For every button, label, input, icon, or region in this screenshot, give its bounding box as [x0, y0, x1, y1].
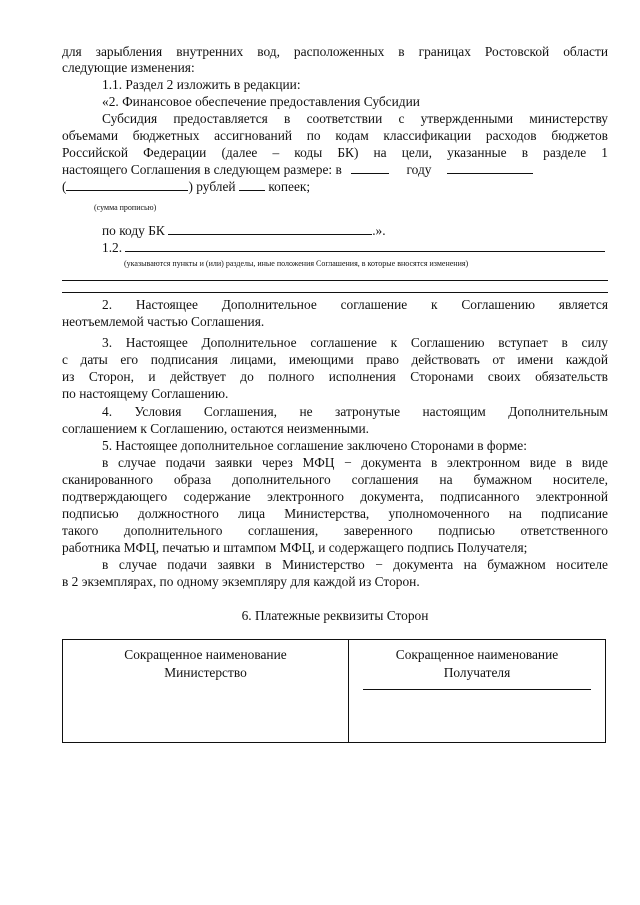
paragraph-3-line: по настоящему Соглашению. — [62, 386, 229, 401]
text-fragment: ) рублей — [188, 179, 236, 194]
paragraph-4-line: 4. Условия Соглашения, не затронутые настоящим Дополнительным — [102, 404, 608, 419]
mfc-case-line: подписью должностного лица Министерства, уполномоченного на подписание — [62, 506, 608, 521]
ministry-cell — [63, 640, 349, 743]
text-line: 1.1. Раздел 2 изложить в редакции: — [102, 77, 301, 92]
mfc-case-line: работника МФЦ, печатью и штампом МФЦ, и содержащего подпись Получателя; — [62, 540, 528, 555]
mfc-case-line: подтверждающего содержание электронного документа, подписанного электронной — [62, 489, 608, 504]
recipient-cell — [349, 640, 606, 743]
text-fragment: копеек; — [268, 179, 311, 194]
text-fragment: 1.2. — [102, 240, 123, 255]
paragraph-3-line: с даты его подписания лицами, имеющими право действовать от имени каждой — [62, 352, 608, 367]
section-heading-quote: «2. Финансовое обеспечение предоставления Субсидии — [102, 94, 420, 109]
cell-label: Министерство — [164, 665, 247, 680]
kopecks-blank — [239, 179, 265, 191]
recipient-name-blank — [363, 688, 591, 690]
text-line: Субсидия предоставляется в соответствии с утвержденными министерству — [102, 111, 608, 126]
bk-code-line — [62, 223, 608, 239]
paragraph-2-line: 2. Настоящее Дополнительное соглашение к Соглашению является — [102, 297, 608, 312]
blank-line — [62, 280, 608, 281]
text-fragment: настоящего Соглашения в следующем размере: в — [62, 162, 342, 177]
ministry-case-line: в 2 экземплярах, по одному экземпляру для каждой из Сторон. — [62, 574, 420, 589]
text-fragment: .». — [372, 223, 386, 238]
text-line: объемами бюджетных ассигнований по кодам классификации расходов бюджетов — [62, 128, 608, 143]
mfc-case-line: в случае подачи заявки через МФЦ − документа в электронном виде в виде — [102, 455, 608, 470]
paragraph-5-line: 5. Настоящее дополнительное соглашение заключено Сторонами в форме: — [102, 438, 527, 453]
rubles-line — [62, 179, 608, 195]
section-title: 6. Платежные реквизиты Сторон — [241, 608, 429, 623]
paragraph-3-line: из Сторон, и действует до полного исполнения Сторонами своих обязательств — [62, 369, 608, 384]
blank-line — [62, 292, 608, 293]
cell-label: Сокращенное наименование — [124, 647, 287, 662]
amount-line — [62, 162, 608, 178]
text-fragment: ( — [62, 179, 67, 194]
hint-changes: (указываются пункты и (или) разделы, иные положения Соглашения, в которые вносятся изменения) — [124, 259, 469, 268]
mfc-case-line: такого дополнительного соглашения, заверенного подписью ответственного — [62, 523, 608, 538]
paragraph-4-line: соглашением к Соглашению, остаются неизменными. — [62, 421, 369, 436]
mfc-case-line: сканированного образа дополнительного соглашения на бумажном носителе, — [62, 472, 608, 487]
item-1-2-line — [62, 240, 608, 256]
text-fragment: году — [406, 162, 432, 177]
text-fragment: по коду БК — [102, 223, 165, 238]
payment-details-table — [62, 639, 606, 743]
hint-sum-words: (сумма прописью) — [94, 203, 157, 212]
text-line: для зарыбления внутренних вод, расположенных в границах Ростовской области — [62, 44, 608, 59]
ministry-case-line: в случае подачи заявки в Министерство − документа на бумажном носителе — [102, 557, 608, 572]
amount-blank — [447, 162, 533, 174]
year-blank — [351, 162, 389, 174]
sum-words-blank — [66, 179, 188, 191]
text-line: Российской Федерации (далее – коды БК) на цели, указанные в разделе 1 — [62, 145, 608, 160]
paragraph-2-line: неотъемлемой частью Соглашения. — [62, 314, 265, 329]
text-line: следующие изменения: — [62, 60, 195, 75]
bk-code-blank — [168, 223, 372, 235]
paragraph-3-line: 3. Настоящее Дополнительное соглашение к Соглашению вступает в силу — [102, 335, 608, 350]
cell-label: Получателя — [443, 665, 511, 680]
item-blank — [125, 240, 605, 252]
cell-label: Сокращенное наименование — [395, 647, 559, 662]
